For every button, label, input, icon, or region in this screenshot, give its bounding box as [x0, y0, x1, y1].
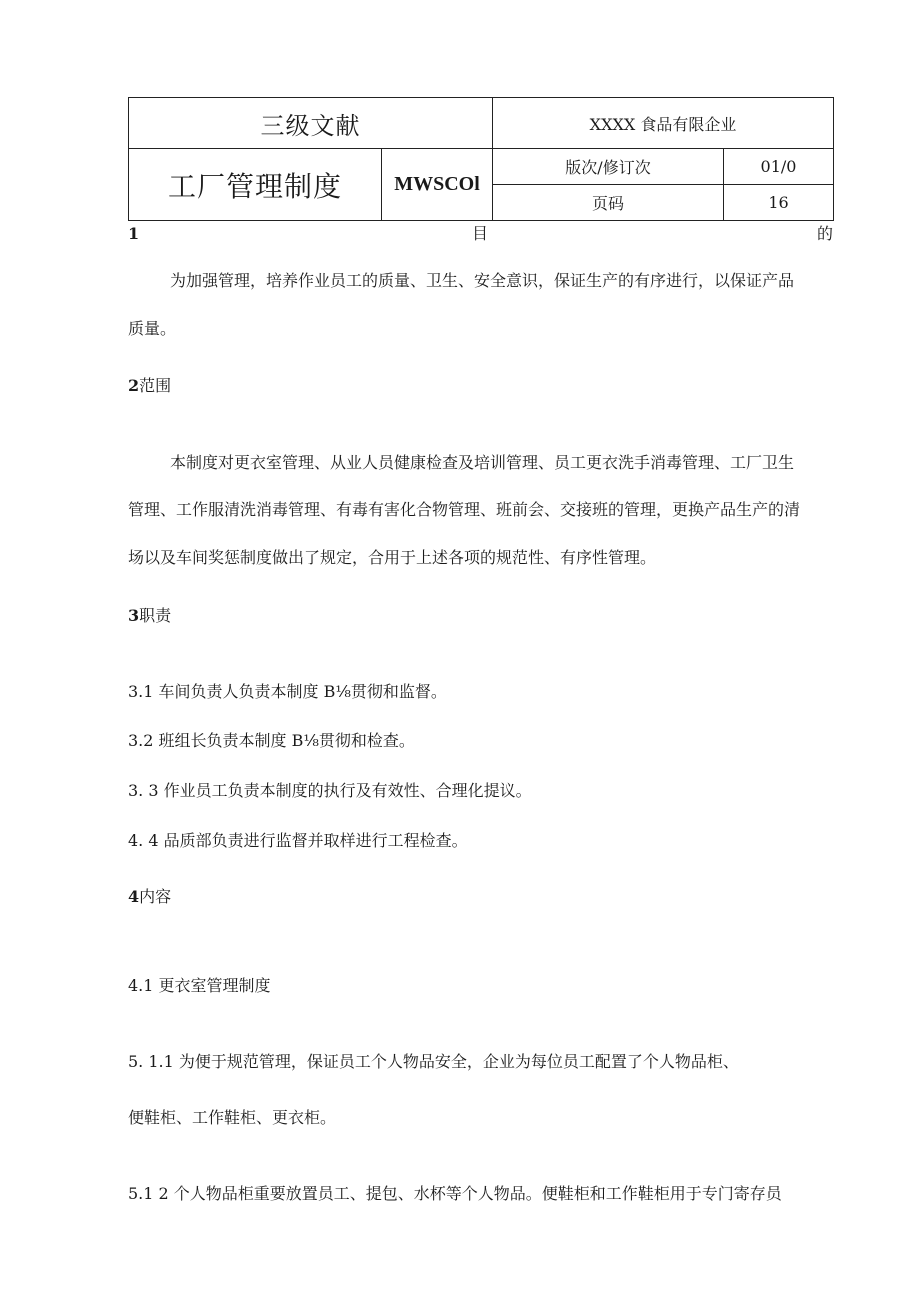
company-name: XXXX 食品有限企业 — [589, 114, 737, 134]
document-header-table — [128, 97, 834, 221]
subsection-heading: 4.1 更衣室管理制度 — [128, 976, 271, 995]
responsibility-item: 4. 4 品质部负责进行监督并取样进行工程检查。 — [128, 831, 468, 850]
section-4-number: 4 — [128, 887, 140, 906]
version-label: 版次/修订次 — [565, 158, 651, 177]
responsibility-item: 3. 3 作业员工负责本制度的执行及有效性、合理化提议。 — [128, 781, 532, 800]
doc-level-label: 三级文献 — [260, 111, 361, 140]
section-1-para-line: 为加强管理，培养作业员工的质量、卫生、安全意识，保证生产的有序进行，以保证产品 — [170, 271, 795, 290]
page-label: 页码 — [591, 194, 624, 213]
doc-title: 工厂管理制度 — [167, 169, 342, 203]
section-1-number: 1 — [128, 224, 140, 243]
section-3-title: 职责 — [139, 606, 172, 625]
doc-code: MWSCOl — [394, 173, 480, 195]
section-4-para-line: 5. 1.1 为便于规范管理，保证员工个人物品安全，企业为每位员工配置了个人物品柜、 — [128, 1052, 739, 1071]
responsibility-item: 3.1 车间负责人负责本制度 B⅛贯彻和监督。 — [128, 682, 447, 701]
section-1-title-b: 的 — [817, 224, 834, 243]
page-value: 16 — [768, 193, 789, 212]
section-2-para-line: 管理、工作服清洗消毒管理、有毒有害化合物管理、班前会、交接班的管理，更换产品生产的清 — [128, 500, 801, 519]
section-4-para-line: 便鞋柜、工作鞋柜、更衣柜。 — [128, 1108, 337, 1127]
section-3-heading — [128, 606, 171, 626]
version-value: 01/0 — [760, 157, 797, 176]
section-2-para-line: 本制度对更衣室管理、从业人员健康检查及培训管理、员工更衣洗手消毒管理、工厂卫生 — [170, 453, 795, 472]
section-4-para-line: 5.1 2 个人物品柜重要放置员工、提包、水杯等个人物品。便鞋柜和工作鞋柜用于专门寄存员 — [128, 1184, 782, 1203]
section-3-number: 3 — [128, 606, 140, 625]
section-4-title: 内容 — [139, 887, 172, 906]
responsibility-item: 3.2 班组长负责本制度 B⅛贯彻和检查。 — [128, 731, 415, 750]
section-2-heading — [128, 376, 171, 396]
section-1-para-line: 质量。 — [128, 319, 177, 338]
section-1-title-a: 目 — [472, 224, 489, 243]
section-2-para-line: 场以及车间奖惩制度做出了规定，合用于上述各项的规范性、有序性管理。 — [128, 548, 657, 567]
section-4-heading — [128, 887, 171, 907]
section-2-title: 范围 — [139, 376, 172, 395]
section-2-number: 2 — [128, 376, 140, 395]
